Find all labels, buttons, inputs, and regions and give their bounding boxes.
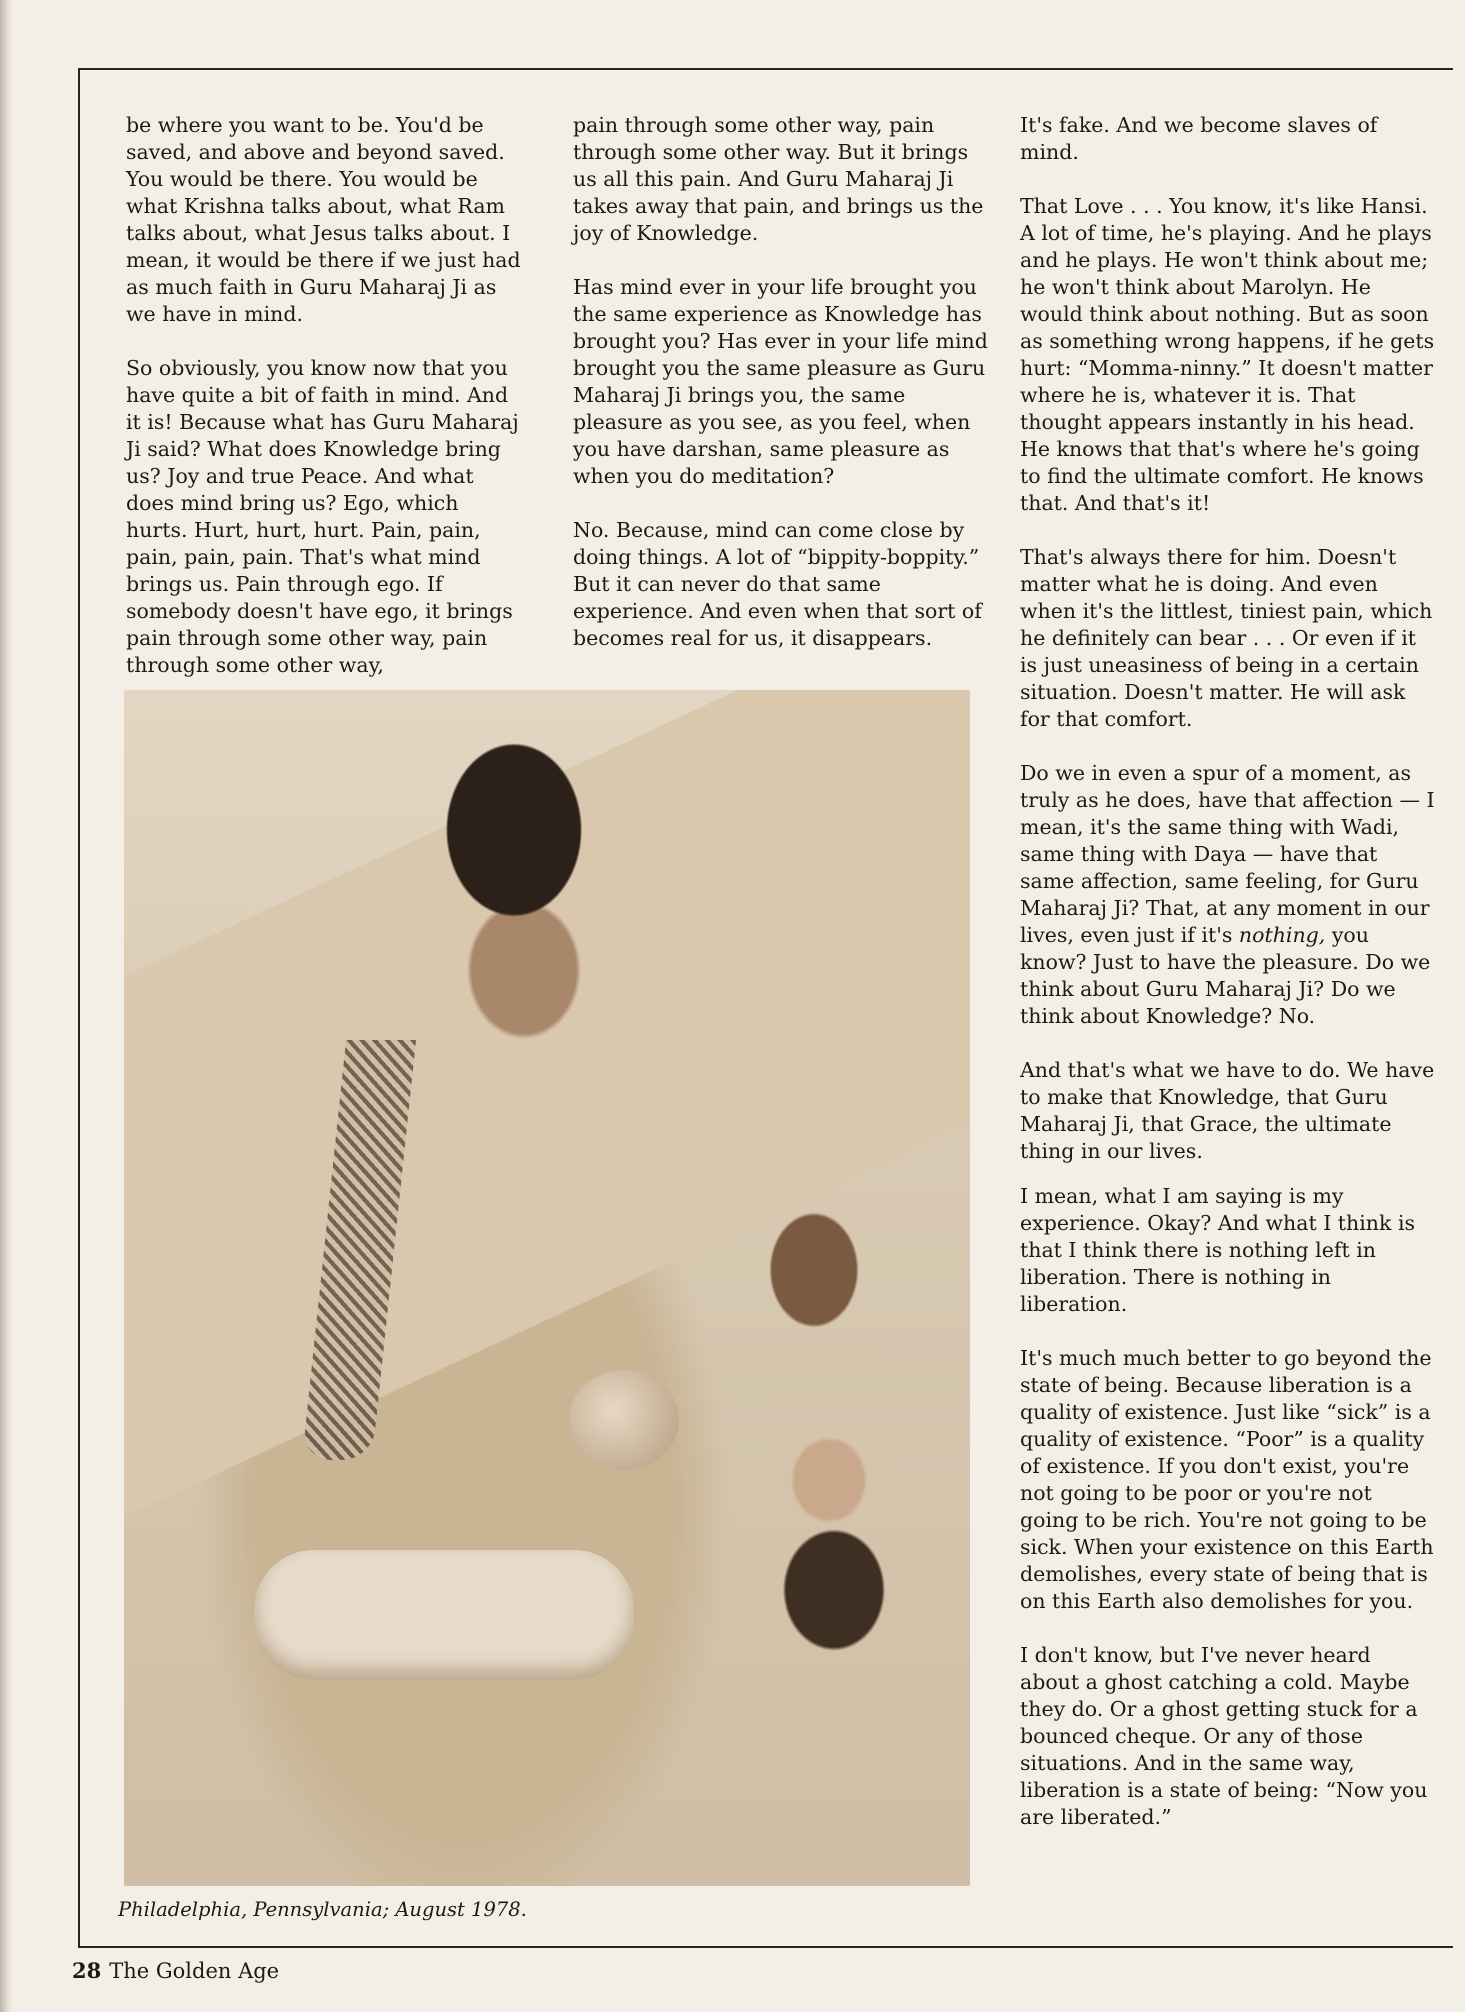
paragraph: And that's what we have to do. We have to make that Knowledge, that Guru Maharaj Ji, that Grace, the ultimate thing in our lives. [1020, 1058, 1435, 1163]
paragraph: That's always there for him. Doesn't matter what he is doing. And even when it's the littlest, tiniest pain, which he definitely can bear . . . Or even if it is just uneasiness of being in a certain situation. Doesn't matter. He will ask for that comfort. [1020, 545, 1433, 731]
photo-chair-shape [254, 1550, 634, 1680]
page-number: 28 [72, 1958, 102, 1983]
photograph [124, 690, 970, 1886]
text-column-3 [1020, 112, 1435, 1858]
paragraph: No. Because, mind can come close by doing things. A lot of “bippity-boppity.” But it can never do that same experience. And even when that sort of becomes real for us, it disappears. [573, 518, 982, 650]
paragraph: be where you want to be. You'd be saved, and above and beyond saved. You would be there. You would be what Krishna talks about, what Ram talks about, what Jesus talks about. I mean, it would be there if we just had as much faith in Guru Maharaj Ji as we have in mind. [126, 113, 521, 326]
text-run: you know? Just to have the pleasure. Do we think about Guru Maharaj Ji? Do we think about Knowledge? No. [1020, 923, 1431, 1028]
photo-toy-shape [569, 1370, 679, 1470]
photo-caption: Philadelphia, Pennsylvania; August 1978. [118, 1898, 527, 1921]
paragraph: So obviously, you know now that you have quite a bit of faith in mind. And it is! Because what has Guru Maharaj Ji said? What does Knowledge bring us? Joy and true Peace. And what does mind bring us? Ego, which hurts. Hurt, hurt, hurt. Pain, pain, pain, pain, pain. That's what mind brings us. Pain through ego. If somebody doesn't have ego, it brings pain through some other way, pain through some other way, [126, 356, 519, 677]
publication-name: The Golden Age [109, 1959, 280, 1983]
emphasis-text: nothing, [1238, 923, 1326, 947]
paragraph: pain through some other way, pain through some other way. But it brings us all this pain. And Guru Maharaj Ji takes away that pain, and brings us the joy of Knowledge. [573, 113, 984, 245]
paragraph: I don't know, but I've never heard about a ghost catching a cold. Maybe they do. Or a ghost getting stuck for a bounced cheque. Or any of those situations. And in the same way, liberation is a state of being: “Now you are liberated.” [1020, 1643, 1428, 1829]
paragraph: That Love . . . You know, it's like Hansi. A lot of time, he's playing. And he plays and he plays. He won't think about me; he won't think about Marolyn. He would think about nothing. But as soon as something wrong happens, if he gets hurt: “Momma-ninny.” It doesn't matter where he is, whatever it is. That thought appears instantly in his head. He knows that that's where he's going to find the ultimate comfort. He knows that. And that's it! [1020, 194, 1435, 515]
paragraph: It's fake. And we become slaves of mind. [1020, 113, 1378, 164]
paragraph: It's much much better to go beyond the state of being. Because liberation is a quality of existence. Just like “sick” is a quality of existence. “Poor” is a quality of existence. If you don't exist, you're not going to be poor or you're not going to be rich. You're not going to be sick. When your existence on this Earth demolishes, every state of being that is on this Earth also demolishes for you. [1020, 1346, 1434, 1613]
paragraph: I mean, what I am saying is my experience. Okay? And what I think is that I think there is nothing left in liberation. There is nothing in liberation. [1020, 1184, 1416, 1316]
text-column-2 [573, 112, 993, 679]
text-run: Do we in even a spur of a moment, as truly as he does, have that affection — I mean, it's the same thing with Wadi, same thing with Daya — have that same affection, same feeling, for Guru Maharaj Ji? That, at any moment in our lives, even just if it's [1020, 761, 1435, 947]
photo-tie-shape [302, 1040, 416, 1460]
paragraph: Has mind ever in your life brought you the same experience as Knowledge has brought you? Has ever in your life mind brought you the same pleasure as Guru Maharaj Ji brings you, the same pleasure as you see, as you feel, when you have darshan, same pleasure as when you do meditation? [573, 275, 988, 488]
text-column-1 [126, 112, 526, 706]
page-footer [72, 1958, 279, 1983]
page-edge [0, 0, 12, 2012]
paragraph [1020, 760, 1435, 1030]
